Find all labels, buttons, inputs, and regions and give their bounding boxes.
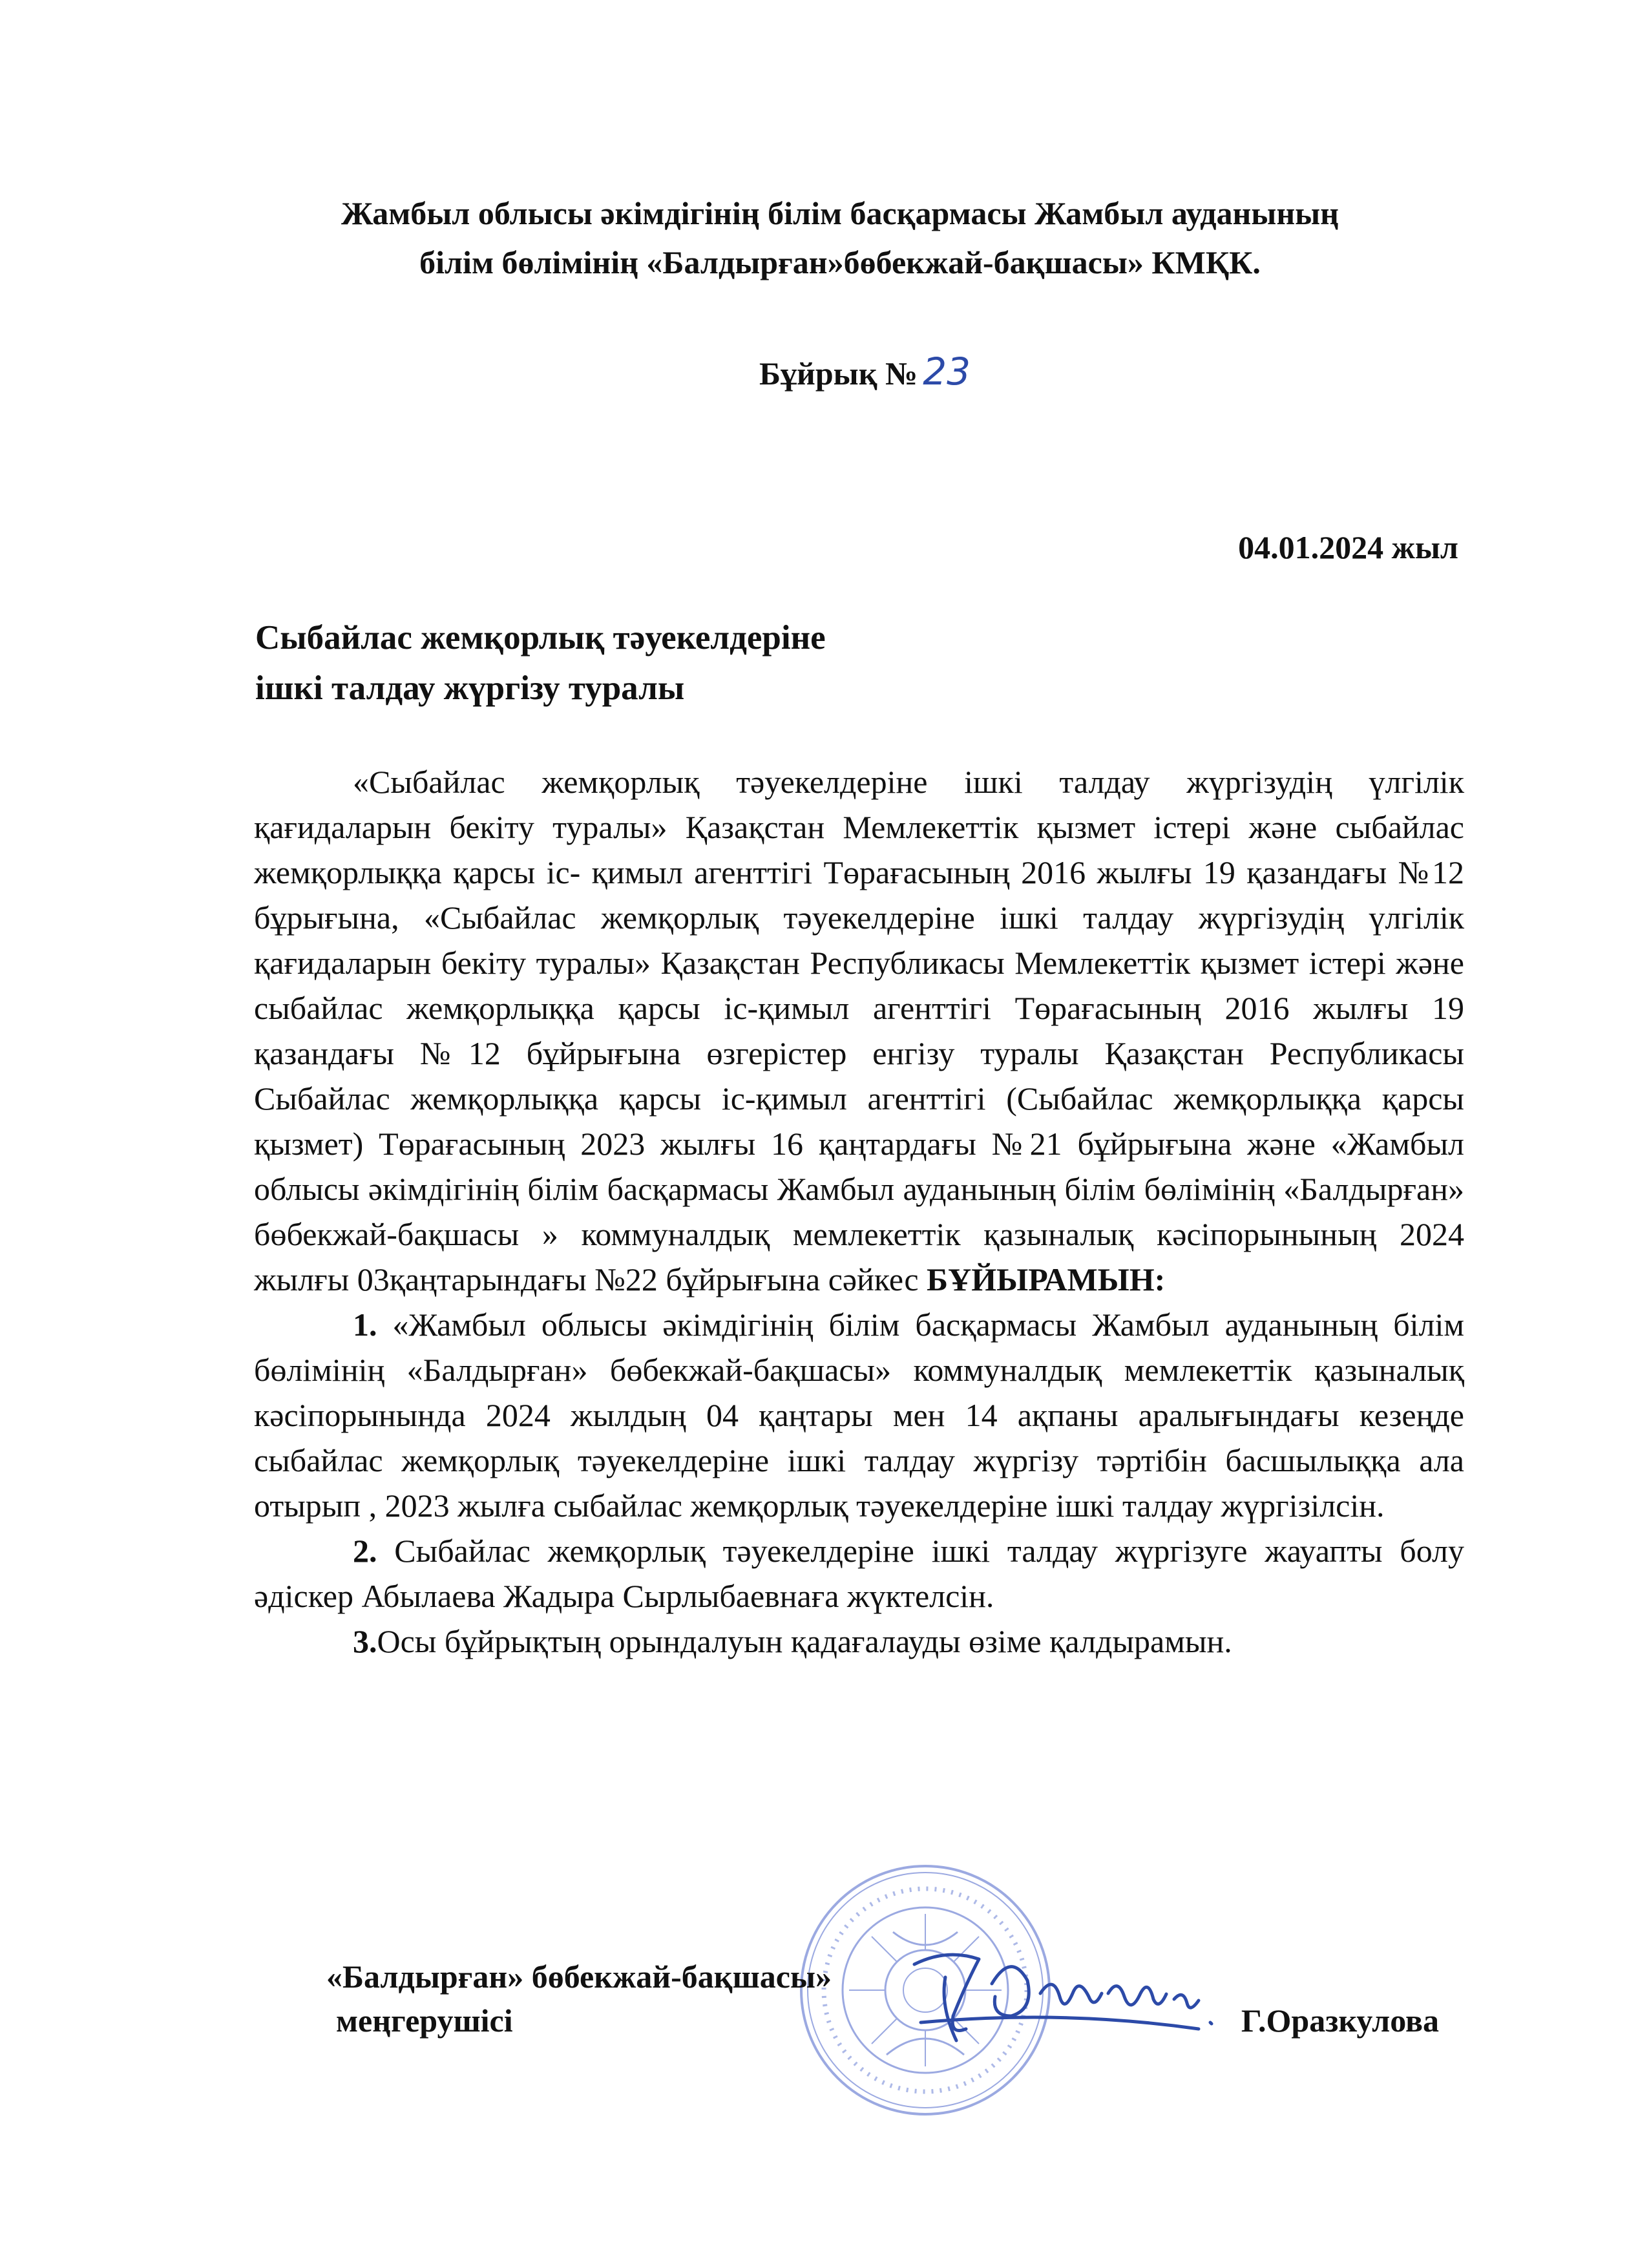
item-number: 2. xyxy=(353,1533,377,1569)
item-number: 1. xyxy=(353,1307,377,1343)
item-text: Осы бұйрықтың орындалуын қадағалауды өзіме қалдырамын. xyxy=(377,1623,1232,1659)
preamble-paragraph xyxy=(254,759,1464,1302)
order-label: Бұйрық № xyxy=(759,355,918,392)
item-text: Сыбайлас жемқорлық тәуекелдеріне ішкі талдау жүргізуге жауапты болу әдіскер Абылаева Жадыра Сырлыбаевнаға жүктелсін. xyxy=(254,1533,1464,1614)
signatory-role: меңгерушісі xyxy=(336,2002,513,2039)
header-line-1: Жамбыл облысы әкімдігінің білім басқармасы Жамбыл ауданының xyxy=(341,195,1339,231)
item-text: «Жамбыл облысы әкімдігінің білім басқармасы Жамбыл ауданының білім бөлімінің «Балдырған» бөбекжай-бақшасы» коммуналдық мемлекеттік қазыналық кәсіпорынында 2024 жылдың 04 қаңтары мен 14 ақпаны аралығындағы кезеңде сыбайлас жемқорлық тәуекелдеріне ішкі талдау жүргізу тәртібін басшылыққа ала отырып , 2023 жылға сыбайлас жемқорлық тәуекелдеріне ішкі талдау жүргізілсін. xyxy=(254,1307,1465,1524)
subject-line-2: ішкі талдау жүргізу туралы xyxy=(255,669,685,707)
command-word: БҰЙЫРАМЫН: xyxy=(927,1261,1166,1297)
order-item-3 xyxy=(254,1619,1464,1664)
item-number: 3. xyxy=(353,1623,377,1659)
order-title xyxy=(759,349,971,396)
order-date: 04.01.2024 жыл xyxy=(1238,529,1458,565)
handwritten-signature xyxy=(895,1932,1244,2055)
header-line-2: білім бөлімінің «Балдырған»бөбекжай-бақшасы» КМҚК. xyxy=(419,244,1261,280)
order-number-handwritten: 23 xyxy=(923,350,971,394)
document-header xyxy=(194,189,1486,287)
order-body xyxy=(254,759,1464,1664)
order-item-2 xyxy=(254,1528,1464,1619)
signatory-name: Г.Оразкулова xyxy=(1241,2002,1439,2039)
order-item-1 xyxy=(254,1302,1464,1528)
signatory-organization: «Балдырған» бөбекжай-бақшасы» xyxy=(326,1958,832,1995)
subject-line-1: Сыбайлас жемқорлық тәуекелдеріне xyxy=(255,619,826,656)
preamble-text: «Сыбайлас жемқорлық тәуекелдеріне ішкі талдау жүргізудің үлгілік қағидаларын бекіту туралы» Қазақстан Мемлекеттік қызмет істері және сыбайлас жемқорлыққа қарсы іс- қимыл агенттігі Төрағасының 2016 жылғы 19 қазандағы №12 бұрығына, «Сыбайлас жемқорлық тәуекелдеріне ішкі талдау жүргізудің үлгілік қағидаларын бекіту туралы» Қазақстан Республикасы Мемлекеттік қызмет істері және сыбайлас жемқорлыққа қарсы іс-қимыл агенттігі Төрағасының 2016 жылғы 19 қазандағы №12 бұйрығына өзгерістер енгізу туралы Қазақстан Республикасы Сыбайлас жемқорлыққа қарсы іс-қимыл агенттігі (Сыбайлас жемқорлыққа қарсы қызмет) Төрағасының 2023 жылғы 16 қаңтардағы №21 бұйрығына және «Жамбыл облысы әкімдігінің білім басқармасы Жамбыл ауданының білім бөлімінің «Балдырған» бөбекжай-бақшасы » коммуналдық мемлекеттік қазыналық кәсіпорынының 2024 жылғы 03қаңтарындағы №22 бұйрығына сәйкес xyxy=(254,764,1464,1297)
order-subject xyxy=(255,613,826,713)
